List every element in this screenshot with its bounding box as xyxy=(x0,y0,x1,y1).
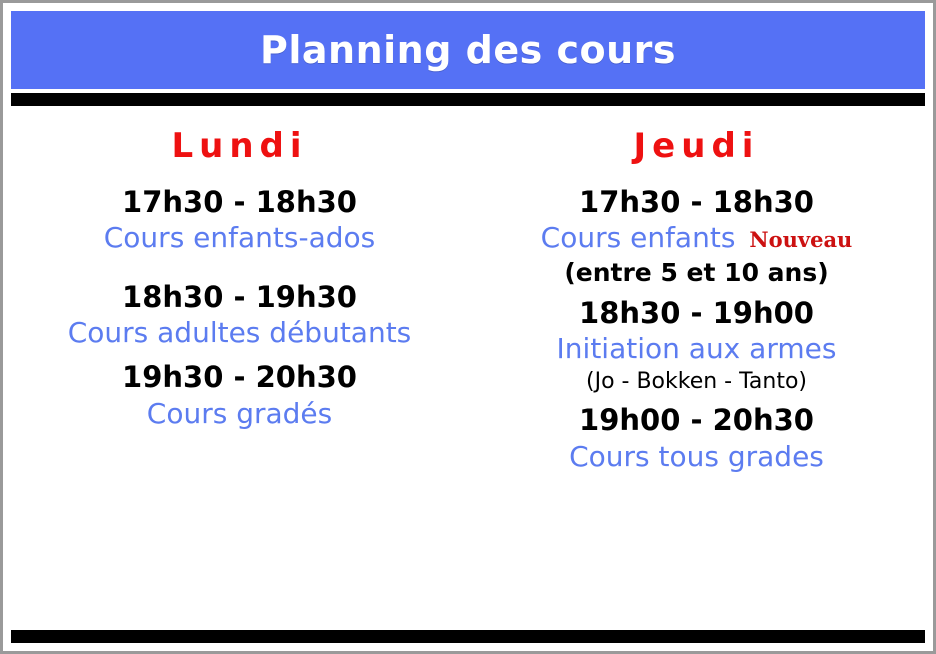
day-heading-lundi: Lundi xyxy=(171,126,308,166)
slot-lundi-1 xyxy=(11,184,468,257)
slot-course: Cours gradés xyxy=(146,396,333,430)
slot-note: (entre 5 et 10 ans) xyxy=(564,257,829,287)
schedule-columns xyxy=(11,110,925,627)
page-title: Planning des cours xyxy=(260,28,676,72)
slot-time: 17h30 - 18h30 xyxy=(579,185,814,219)
status-badge: Nouveau xyxy=(749,227,853,253)
slot-time: 19h00 - 20h30 xyxy=(579,403,814,438)
divider-bottom xyxy=(11,630,925,643)
slot-course: Cours tous grades xyxy=(569,439,824,473)
slot-jeudi-3 xyxy=(468,402,925,475)
slot-lundi-3 xyxy=(11,359,468,432)
slot-time: 17h30 - 18h30 xyxy=(122,185,357,219)
slot-time: 18h30 - 19h30 xyxy=(122,279,357,314)
slot-course: Cours adultes débutants xyxy=(67,315,412,349)
slot-time: 18h30 - 19h00 xyxy=(579,296,814,331)
day-heading-jeudi: Jeudi xyxy=(633,126,760,166)
slot-note: (Jo - Bokken - Tanto) xyxy=(586,368,807,394)
slot-jeudi-1 xyxy=(468,184,925,289)
slot-course: Cours enfants xyxy=(540,221,736,255)
poster-header xyxy=(11,11,925,89)
slot-course-row xyxy=(468,220,925,256)
divider-top xyxy=(11,93,925,106)
slot-course: Initiation aux armes xyxy=(556,332,837,366)
slot-course: Cours enfants-ados xyxy=(103,221,376,255)
schedule-column-lundi xyxy=(11,110,468,627)
slot-jeudi-2 xyxy=(468,295,925,396)
schedule-column-jeudi xyxy=(468,110,925,627)
slot-time: 19h30 - 20h30 xyxy=(122,360,357,395)
slot-lundi-2 xyxy=(11,279,468,352)
